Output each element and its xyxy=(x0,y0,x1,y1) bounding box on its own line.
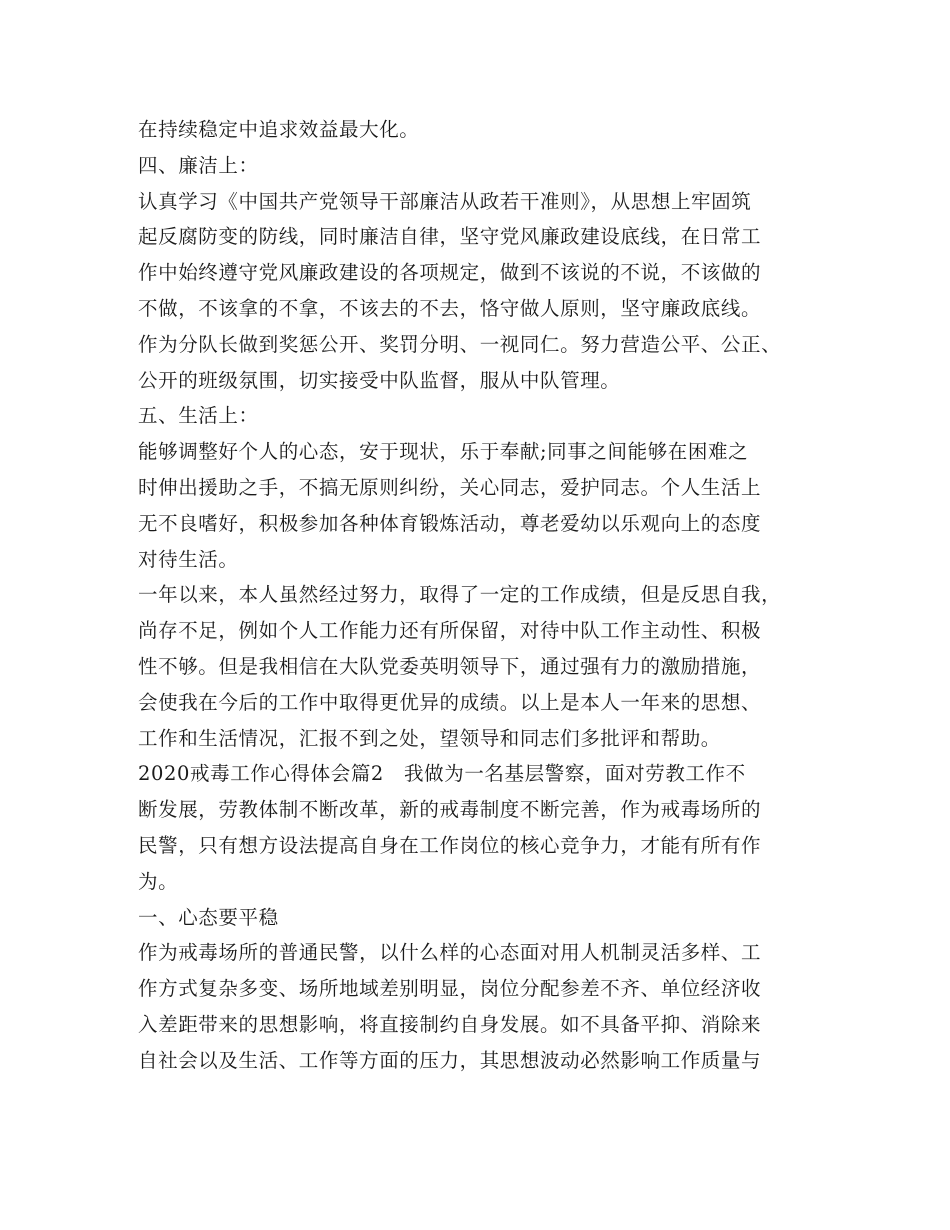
text-line: 能够调整好个人的心态，安于现状，乐于奉献;同事之间能够在困难之 xyxy=(138,440,749,464)
document-body xyxy=(138,112,818,1079)
text-line: 时伸出援助之手，不搞无原则纠纷，关心同志，爱护同志。个人生活上 xyxy=(138,475,762,499)
text-line: 尚存不足，例如个人工作能力还有所保留，对待中队工作主动性、积极 xyxy=(138,619,762,643)
text-line: 不做，不该拿的不拿，不该去的不去，恪守做人原则，坚守廉政底线。 xyxy=(138,296,762,320)
text-line: 作方式复杂多变、场所地域差别明显，岗位分配参差不齐、单位经济收 xyxy=(138,977,762,1001)
text-line: 对待生活。 xyxy=(138,547,239,571)
text-line: 民警，只有想方设法提高自身在工作岗位的核心竞争力，才能有所有作 xyxy=(138,833,762,857)
text-line: 断发展，劳教体制不断改革，新的戒毒制度不断完善，作为戒毒场所的 xyxy=(138,798,762,822)
text-line: 公开的班级氛围，切实接受中队监督，服从中队管理。 xyxy=(138,368,621,392)
text-line: 作为戒毒场所的普通民警，以什么样的心态面对用人机制灵活多样、工 xyxy=(138,941,762,965)
text-line: 工作和生活情况，汇报不到之处，望领导和同志们多批评和帮助。 xyxy=(138,726,721,750)
text-line: 一年以来，本人虽然经过努力，取得了一定的工作成绩，但是反思自我， xyxy=(138,583,782,607)
text-line: 性不够。但是我相信在大队党委英明领导下，通过强有力的激励措施， xyxy=(138,654,762,678)
text-line: 在持续稳定中追求效益最大化。 xyxy=(138,118,420,141)
text-line: 会使我在今后的工作中取得更优异的成绩。以上是本人一年来的思想、 xyxy=(138,690,762,714)
text-line: 2020戒毒工作心得体会篇2 我做为一名基层警察，面对劳教工作不 xyxy=(138,762,746,786)
text-line: 无不良嗜好，积极参加各种体育锻炼活动，尊老爱幼以乐观向上的态度 xyxy=(138,511,762,535)
text-line: 作中始终遵守党风廉政建设的各项规定，做到不该说的不说，不该做的 xyxy=(138,261,762,285)
text-line: 为。 xyxy=(138,869,179,893)
text-line: 自社会以及生活、工作等方面的压力，其思想波动必然影响工作质量与 xyxy=(138,1048,762,1072)
section-heading: 四、廉洁上： xyxy=(138,153,259,177)
section-heading: 一、心态要平稳 xyxy=(138,905,279,929)
text-line: 认真学习《中国共产党领导干部廉洁从政若干准则》，从思想上牢固筑 xyxy=(138,189,752,213)
text-line: 入差距带来的思想影响，将直接制约自身发展。如不具备平抑、消除来 xyxy=(138,1012,762,1036)
text-line: 作为分队长做到奖惩公开、奖罚分明、一视同仁。努力营造公平、公正、 xyxy=(138,332,782,356)
section-heading: 五、生活上： xyxy=(138,404,259,428)
text-line: 起反腐防变的防线，同时廉洁自律，坚守党风廉政建设底线，在日常工 xyxy=(138,225,762,249)
